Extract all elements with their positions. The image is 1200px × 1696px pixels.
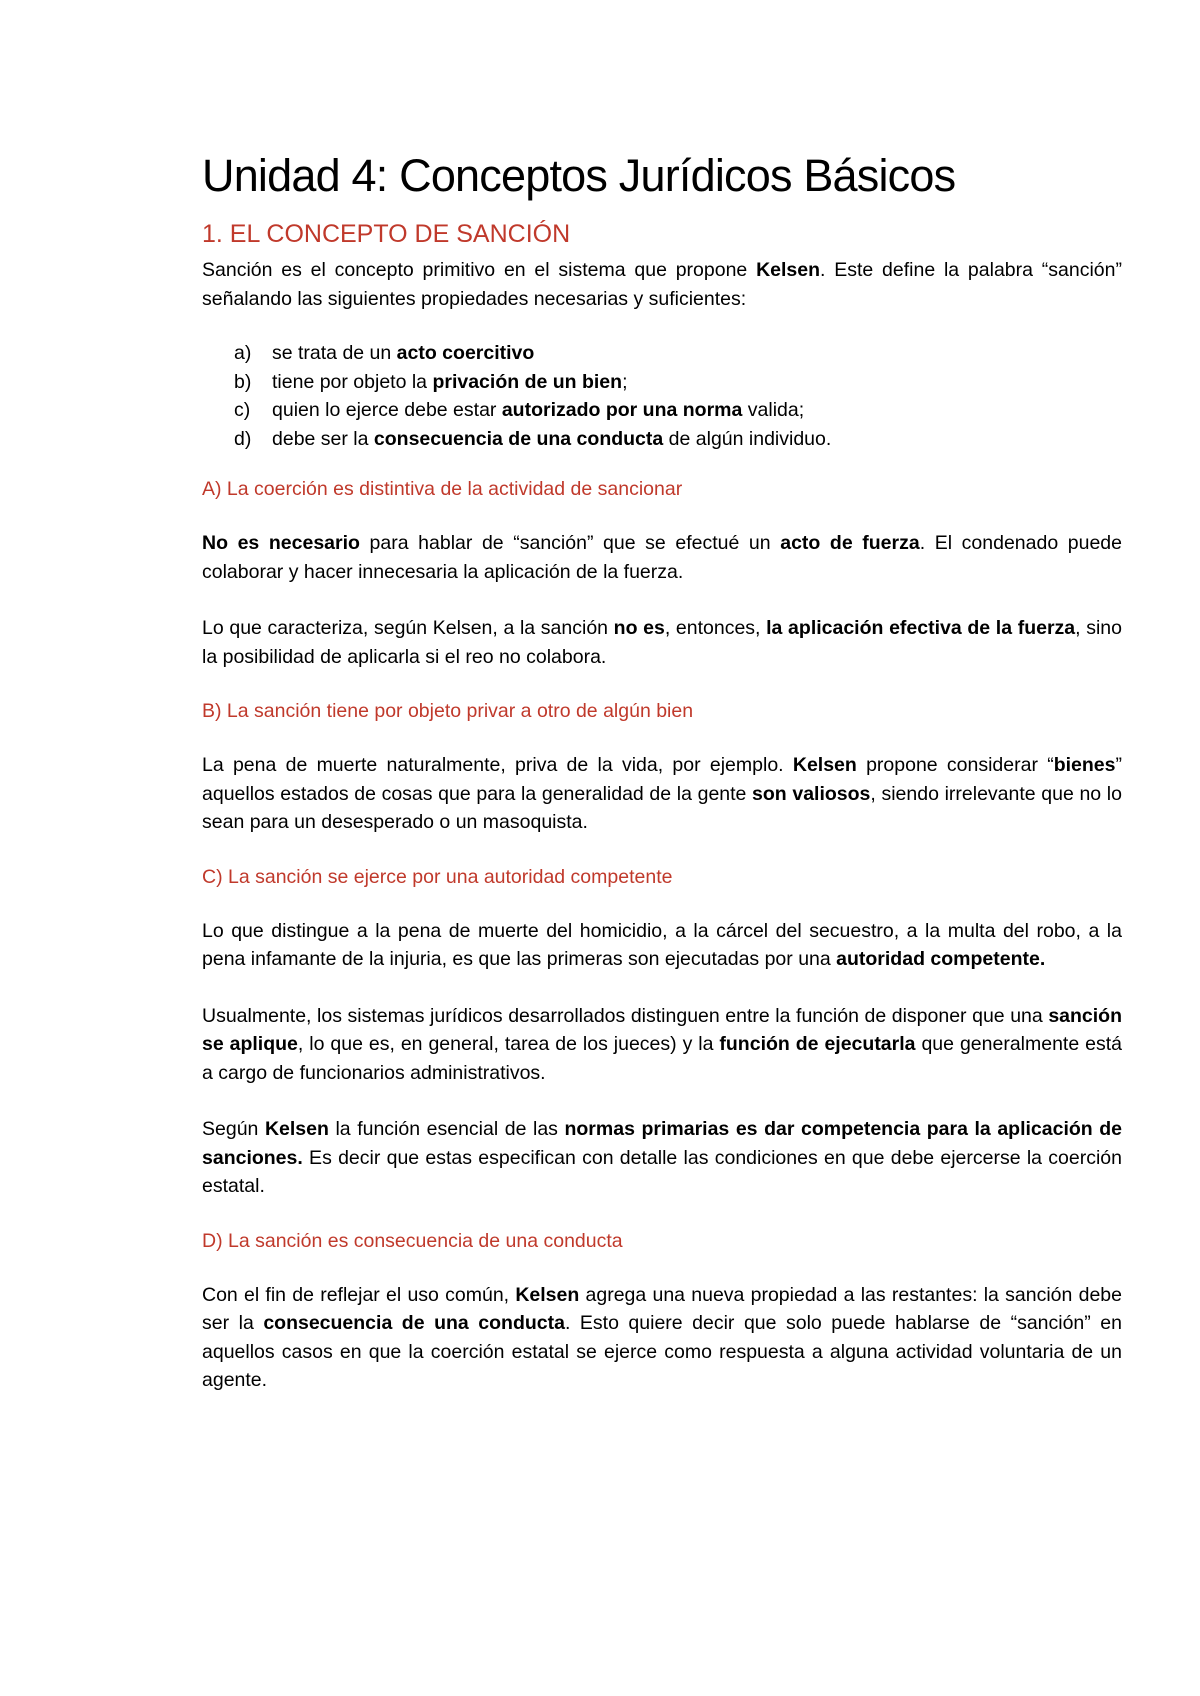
subsection-heading-a: A) La coerción es distintiva de la actividad de sancionar — [202, 478, 683, 500]
body-text: . El condenado puede colaborar y hacer innecesaria la aplicación de la fuerza. — [202, 532, 1123, 583]
paragraph-d1 — [202, 1281, 1122, 1395]
bold-text: Kelsen — [792, 754, 857, 776]
list-text: debe ser la — [272, 427, 374, 450]
list-marker: a) — [234, 342, 252, 364]
body-text: para hablar de “sanción” que se efectué un — [359, 532, 781, 554]
bold-text: No es necesario — [202, 532, 360, 554]
document-page — [202, 148, 1122, 1423]
body-text: que generalmente está a cargo de funcionarios administrativos. — [202, 1033, 1122, 1084]
list-bold: autorizado por una norma — [501, 399, 743, 421]
subsection-heading-b: B) La sanción tiene por objeto privar a otro de algún bien — [202, 700, 694, 722]
paragraph-b1 — [202, 751, 1122, 837]
section-heading: 1. EL CONCEPTO DE SANCIÓN — [202, 220, 571, 248]
bold-text: función de ejecutarla — [719, 1033, 916, 1055]
bold-text: Kelsen — [515, 1283, 580, 1306]
body-text: agrega una nueva propiedad a las restantes: la sanción debe ser la — [202, 1283, 1122, 1334]
paragraph-c1 — [202, 917, 1122, 974]
list-item-text — [272, 339, 534, 368]
bold-text: consecuencia de una conducta — [263, 1312, 565, 1334]
list-text: de algún individuo. — [663, 427, 832, 450]
list-text: tiene por objeto la — [272, 370, 433, 393]
subsection-heading-d: D) La sanción es consecuencia de una conducta — [202, 1229, 623, 1252]
body-text: . Esto quiere decir que solo puede hablarse de “sanción” en aquellos casos en que la coerción estatal se ejerce como respuesta a alguna actividad voluntaria de un agente. — [202, 1312, 1122, 1391]
list-text: se trata de un — [272, 342, 397, 364]
paragraph-c2 — [202, 1002, 1122, 1088]
list-item — [234, 396, 1122, 425]
list-marker: b) — [234, 370, 252, 393]
body-text: ” aquellos estados de cosas que para la generalidad de la gente — [202, 754, 1122, 805]
list-item — [234, 425, 1122, 454]
list-marker: d) — [234, 427, 252, 450]
intro-text-2: . Este define la palabra “sanción” señalando las siguientes propiedades necesarias y suficientes: — [202, 259, 1122, 310]
list-item-text — [272, 368, 628, 397]
body-text: , siendo irrelevante que no lo sean para un desesperado o un masoquista. — [202, 782, 1122, 833]
intro-paragraph — [202, 256, 1122, 313]
list-text: valida; — [742, 399, 805, 421]
bold-text: sanción se aplique — [202, 1004, 1122, 1055]
paragraph-a1 — [202, 529, 1122, 586]
list-text: quien lo ejerce debe estar — [272, 399, 502, 421]
paragraph-a2 — [202, 614, 1122, 671]
list-bold: consecuencia de una conducta — [373, 427, 664, 450]
list-item — [234, 368, 1122, 397]
body-text: la función esencial de las — [328, 1118, 565, 1140]
bold-text: autoridad competente. — [836, 948, 1046, 970]
body-text: propone considerar “ — [856, 754, 1054, 776]
body-text: , sino la posibilidad de aplicarla si el reo no colabora. — [202, 617, 1122, 668]
list-text: ; — [622, 370, 628, 393]
list-marker: c) — [234, 399, 251, 421]
body-text: , entonces, — [664, 617, 767, 639]
bold-text: no es — [613, 617, 665, 639]
bold-text: Kelsen — [264, 1118, 329, 1140]
paragraph-c3 — [202, 1115, 1122, 1201]
list-bold: privación de un bien — [432, 370, 623, 393]
list-bold: acto coercitivo — [396, 342, 535, 364]
intro-text-1: Sanción es el concepto primitivo en el sistema que propone — [202, 259, 757, 281]
body-text: Lo que caracteriza, según Kelsen, a la sanción — [202, 617, 614, 639]
list-item-text — [272, 425, 831, 454]
list-item — [234, 339, 1122, 368]
body-text: Con el fin de reflejar el uso común, — [202, 1283, 516, 1306]
intro-bold-1: Kelsen — [756, 259, 821, 281]
body-text: Usualmente, los sistemas jurídicos desarrollados distinguen entre la función de disponer que una — [202, 1004, 1049, 1027]
body-text: Según — [202, 1118, 265, 1140]
body-text: Es decir que estas especifican con detalle las condiciones en que debe ejercerse la coerción estatal. — [202, 1146, 1122, 1197]
bold-text: la aplicación efectiva de la fuerza — [766, 617, 1076, 639]
body-text: La pena de muerte naturalmente, priva de la vida, por ejemplo. — [202, 754, 793, 776]
properties-list — [202, 339, 1122, 453]
bold-text: bienes — [1053, 754, 1116, 776]
body-text: Lo que distingue a la pena de muerte del homicidio, a la cárcel del secuestro, a la multa del robo, a la pena infamante de la injuria, es que las primeras son ejecutadas por una — [202, 919, 1122, 970]
document-title: Unidad 4: Conceptos Jurídicos Básicos — [202, 150, 956, 201]
body-text: , lo que es, en general, tarea de los jueces) y la — [297, 1033, 720, 1055]
bold-text: son valiosos — [752, 782, 871, 805]
subsection-heading-c: C) La sanción se ejerce por una autoridad competente — [202, 865, 673, 888]
bold-text: normas primarias es dar competencia para la aplicación de sanciones. — [202, 1118, 1123, 1169]
list-item-text — [272, 396, 804, 425]
bold-text: acto de fuerza — [780, 532, 920, 554]
